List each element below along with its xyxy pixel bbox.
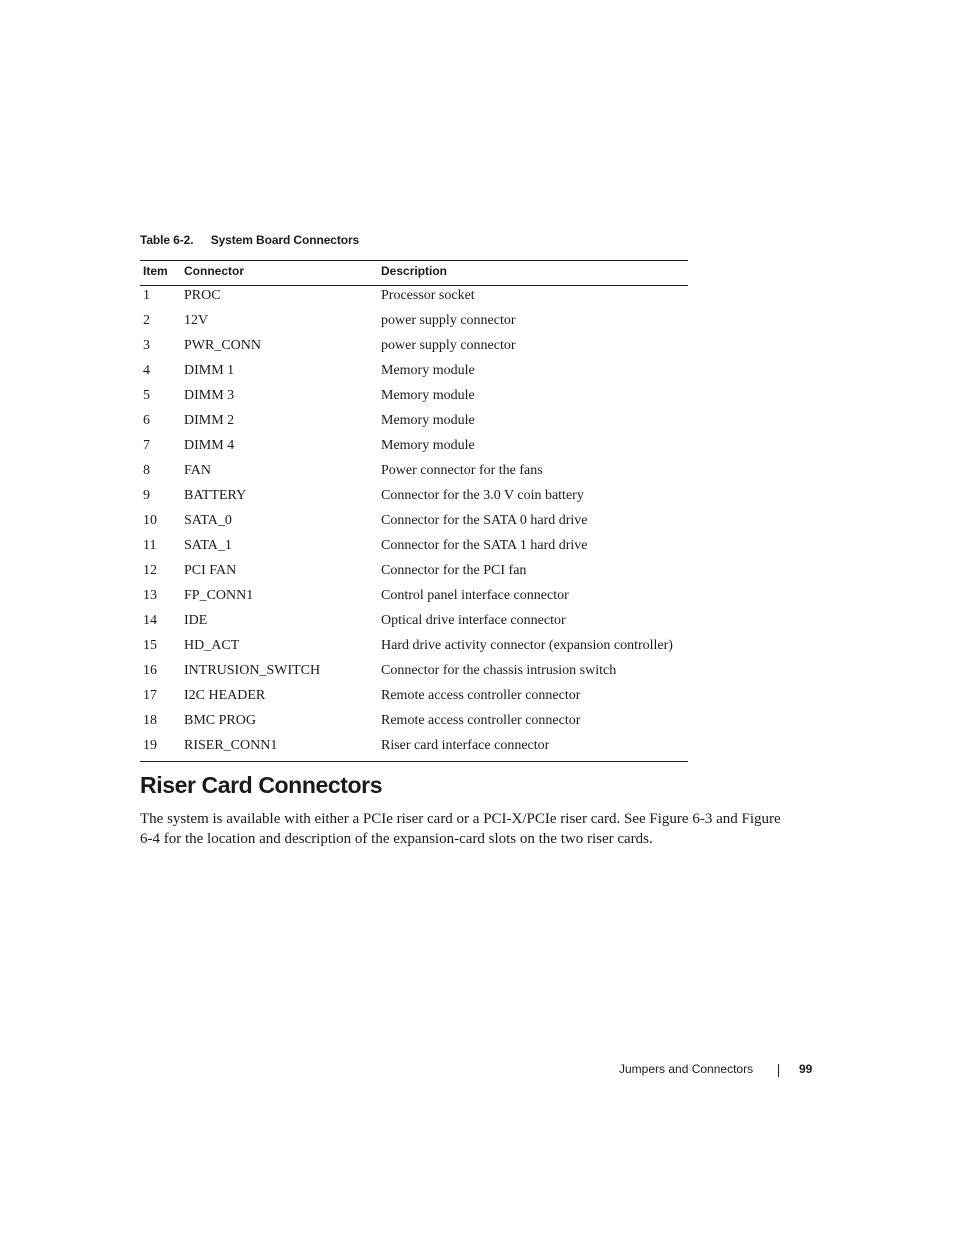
table-row xyxy=(140,461,688,486)
table-row xyxy=(140,511,688,536)
cell-description: Hard drive activity connector (expansion controller) xyxy=(381,638,673,653)
table-row xyxy=(140,286,688,311)
cell-connector: SATA_0 xyxy=(184,513,232,528)
cell-connector: BATTERY xyxy=(184,488,247,503)
table-label: Table 6-2. xyxy=(140,233,194,247)
cell-description: Control panel interface connector xyxy=(381,588,569,603)
footer-separator xyxy=(778,1064,779,1077)
connectors-table xyxy=(140,260,688,762)
table-row xyxy=(140,336,688,361)
cell-item: 19 xyxy=(143,738,157,753)
cell-description: Connector for the 3.0 V coin battery xyxy=(381,488,584,503)
header-description: Description xyxy=(381,264,448,278)
table-row xyxy=(140,661,688,686)
cell-description: Memory module xyxy=(381,413,475,428)
table-row xyxy=(140,386,688,411)
cell-description: Connector for the chassis intrusion switch xyxy=(381,663,617,678)
cell-item: 3 xyxy=(143,338,150,353)
cell-description: Processor socket xyxy=(381,288,475,303)
cell-description: power supply connector xyxy=(381,338,516,353)
cell-description: Connector for the SATA 1 hard drive xyxy=(381,538,588,553)
table-row xyxy=(140,711,688,736)
cell-item: 13 xyxy=(143,588,157,603)
cell-item: 17 xyxy=(143,688,157,703)
cell-description: Remote access controller connector xyxy=(381,713,581,728)
table-row xyxy=(140,436,688,461)
table-row xyxy=(140,536,688,561)
cell-item: 16 xyxy=(143,663,157,678)
cell-connector: DIMM 1 xyxy=(184,363,235,378)
cell-description: Power connector for the fans xyxy=(381,463,543,478)
table-row xyxy=(140,311,688,336)
cell-item: 7 xyxy=(143,438,150,453)
table-body xyxy=(140,286,688,761)
cell-description: Connector for the SATA 0 hard drive xyxy=(381,513,588,528)
cell-connector: HD_ACT xyxy=(184,638,240,653)
cell-connector: DIMM 2 xyxy=(184,413,235,428)
cell-connector: PCI FAN xyxy=(184,563,237,578)
table-row xyxy=(140,636,688,661)
cell-connector: INTRUSION_SWITCH xyxy=(184,663,321,678)
table-row xyxy=(140,486,688,511)
cell-connector: SATA_1 xyxy=(184,538,232,553)
cell-connector: FP_CONN1 xyxy=(184,588,254,603)
table-header-row xyxy=(140,261,688,286)
table-caption xyxy=(140,233,359,247)
cell-connector: BMC PROG xyxy=(184,713,256,728)
table-row xyxy=(140,586,688,611)
footer-section-name: Jumpers and Connectors xyxy=(619,1062,754,1076)
table-row xyxy=(140,561,688,586)
cell-description: Memory module xyxy=(381,438,475,453)
cell-item: 11 xyxy=(143,538,157,553)
cell-item: 5 xyxy=(143,388,150,403)
cell-connector: PWR_CONN xyxy=(184,338,262,353)
page-number: 99 xyxy=(799,1062,813,1076)
cell-item: 4 xyxy=(143,363,150,378)
cell-connector: 12V xyxy=(184,313,209,328)
table-row xyxy=(140,686,688,711)
section-paragraph: The system is available with either a PCIe riser card or a PCI-X/PCIe riser card. See Figure 6-3 and Figure 6-4 for the location and description of the expansion-card slots on the two riser cards. xyxy=(140,811,781,847)
cell-description: Remote access controller connector xyxy=(381,688,581,703)
cell-item: 12 xyxy=(143,563,157,578)
table-row xyxy=(140,411,688,436)
cell-connector: IDE xyxy=(184,613,208,628)
cell-item: 15 xyxy=(143,638,157,653)
cell-item: 8 xyxy=(143,463,150,478)
cell-description: Memory module xyxy=(381,363,475,378)
cell-item: 9 xyxy=(143,488,150,503)
cell-item: 6 xyxy=(143,413,150,428)
table-title: System Board Connectors xyxy=(210,233,360,247)
cell-description: Connector for the PCI fan xyxy=(381,563,527,578)
cell-description: Riser card interface connector xyxy=(381,738,550,753)
cell-item: 10 xyxy=(143,513,157,528)
cell-connector: I2C HEADER xyxy=(184,688,266,703)
cell-description: Optical drive interface connector xyxy=(381,613,566,628)
table-row xyxy=(140,361,688,386)
cell-item: 2 xyxy=(143,313,150,328)
header-item: Item xyxy=(143,264,168,278)
cell-connector: RISER_CONN1 xyxy=(184,738,278,753)
cell-connector: DIMM 4 xyxy=(184,438,235,453)
cell-connector: PROC xyxy=(184,288,221,303)
cell-description: power supply connector xyxy=(381,313,516,328)
cell-item: 18 xyxy=(143,713,157,728)
header-connector: Connector xyxy=(184,264,244,278)
cell-item: 1 xyxy=(143,288,150,303)
cell-connector: DIMM 3 xyxy=(184,388,235,403)
section-heading: Riser Card Connectors xyxy=(140,772,383,798)
cell-item: 14 xyxy=(143,613,157,628)
table-row xyxy=(140,611,688,636)
table-row xyxy=(140,736,688,761)
cell-connector: FAN xyxy=(184,463,211,478)
cell-description: Memory module xyxy=(381,388,475,403)
